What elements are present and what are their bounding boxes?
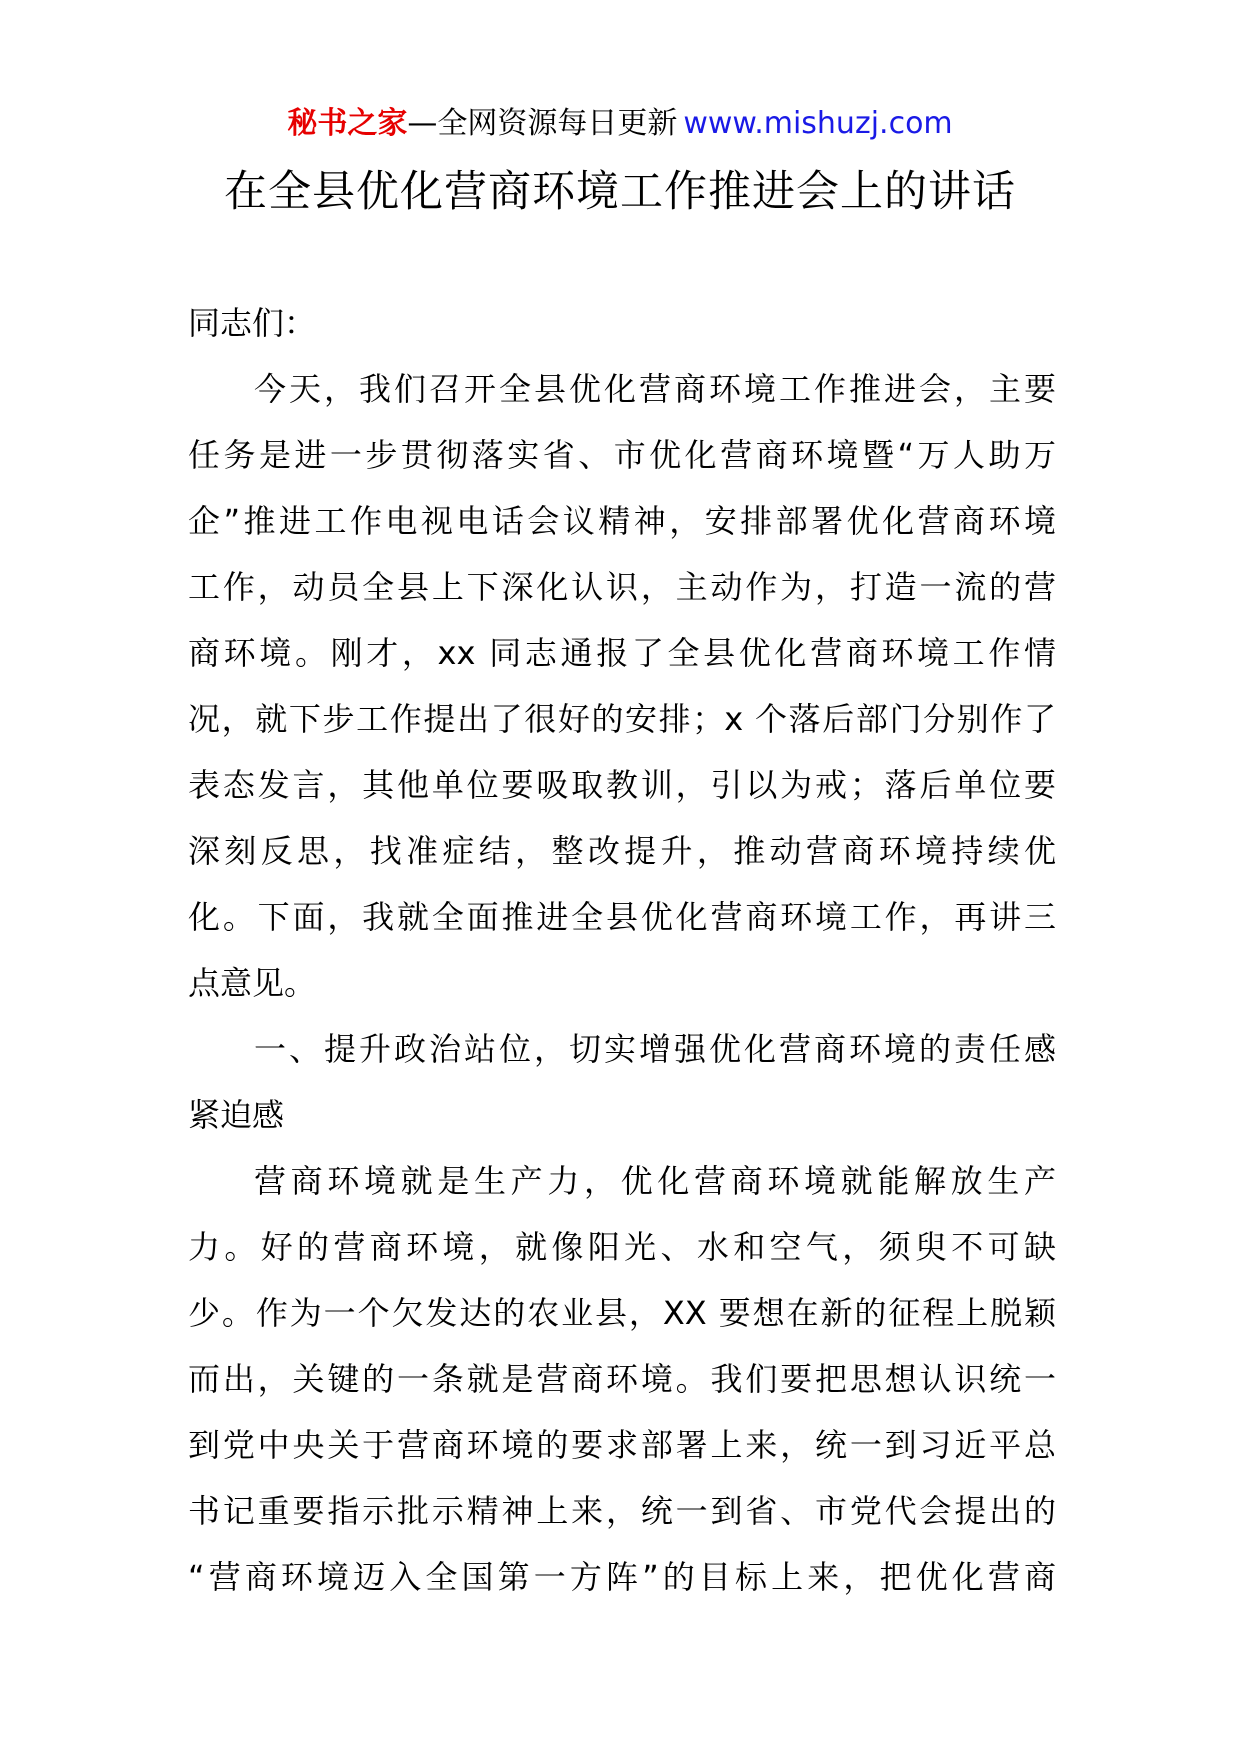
section-heading-line: 紧迫感: [188, 1096, 285, 1134]
paragraph-line: 深刻反思，找准症结，整改提升，推动营商环境持续优: [188, 832, 1056, 870]
paragraph-line: 而出，关键的一条就是营商环境。我们要把思想认识统一: [188, 1360, 1056, 1398]
paragraph-line: 今天，我们召开全县优化营商环境工作推进会，主要: [254, 370, 1056, 408]
paragraph-line: 任务是进一步贯彻落实省、市优化营商环境暨“万人助万: [188, 436, 1056, 474]
section-heading-line: 一、提升政治站位，切实增强优化营商环境的责任感: [254, 1030, 1056, 1068]
paragraph-line: 商环境。刚才，xx 同志通报了全县优化营商环境工作情: [188, 634, 1056, 672]
paragraph-line: 企”推进工作电视电话会议精神，安排部署优化营商环境: [188, 502, 1056, 540]
paragraph-line: 营商环境就是生产力，优化营商环境就能解放生产: [254, 1162, 1056, 1200]
paragraph-line: 表态发言，其他单位要吸取教训，引以为戒；落后单位要: [188, 766, 1056, 804]
site-brand: 秘书之家: [287, 106, 408, 141]
paragraph-line: 到党中央关于营商环境的要求部署上来，统一到习近平总: [188, 1426, 1056, 1464]
document-body: [188, 290, 1056, 1610]
paragraph-line: 点意见。: [188, 964, 317, 1002]
paragraph-line: 况，就下步工作提出了很好的安排；x 个落后部门分别作了: [188, 700, 1056, 738]
site-banner: [0, 102, 1240, 146]
page-title: 在全县优化营商环境工作推进会上的讲话: [224, 167, 1016, 217]
paragraph-line: 化。下面，我就全面推进全县优化营商环境工作，再讲三: [188, 898, 1056, 936]
site-tagline: —全网资源每日更新: [407, 106, 678, 141]
paragraph-line: 工作，动员全县上下深化认识，主动作为，打造一流的营: [188, 568, 1056, 606]
paragraph-line: 书记重要指示批示精神上来，统一到省、市党代会提出的: [188, 1492, 1056, 1530]
paragraph-line: 力。好的营商环境，就像阳光、水和空气，须臾不可缺: [188, 1228, 1056, 1266]
site-url-link[interactable]: www.mishuzj.com: [683, 106, 953, 141]
paragraph-line: “营商环境迈入全国第一方阵”的目标上来，把优化营商: [188, 1558, 1056, 1596]
salutation-line: 同志们：: [188, 304, 317, 342]
paragraph-line: 少。作为一个欠发达的农业县，XX 要想在新的征程上脱颖: [188, 1294, 1056, 1332]
